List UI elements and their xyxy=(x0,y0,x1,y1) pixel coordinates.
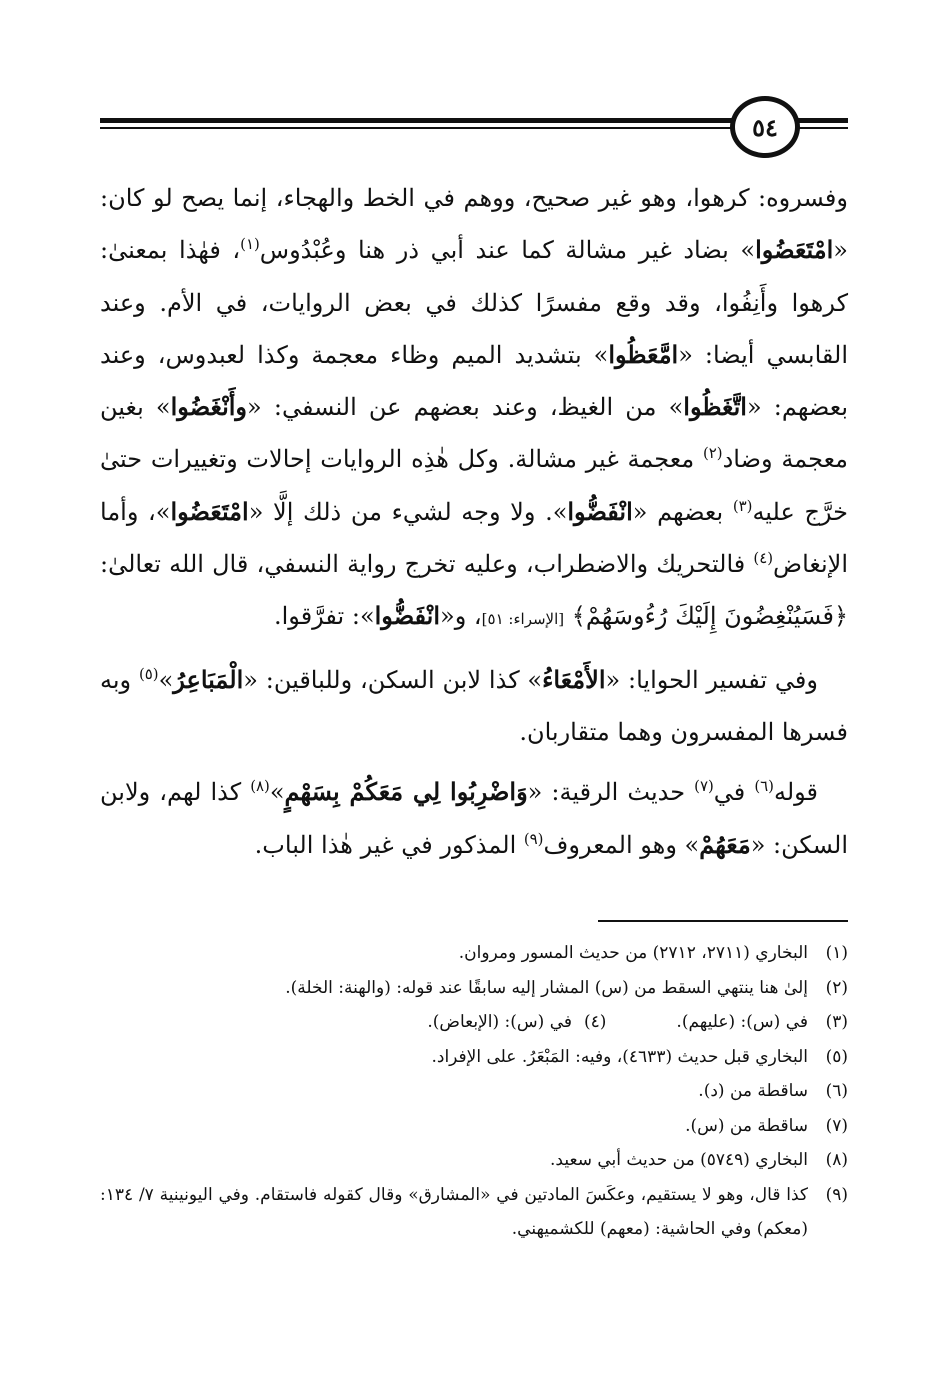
verse-reference: [الإسراء: ٥١] xyxy=(481,610,565,629)
footnote-item: (٦) ساقطة من (د). xyxy=(698,1081,848,1101)
paragraph-3: قوله$^{(٦)}$ في$^{(٧)}$ حديث الرقية: «وَاضْرِبُوا لِي مَعَكُمْ بِسَهْمٍ»$^{(٨)}$ كذا لهم، ولابن السكن: «مَعَهُمْ» وهو المعروف$^{(٩)}$ المذكور في غير هٰذا الباب. xyxy=(100,777,848,859)
footnote-ref[interactable]: (٨) xyxy=(250,777,270,796)
footnote-ref[interactable]: (١) xyxy=(240,235,260,254)
paragraph-2: وفي تفسير الحوايا: «الأَمْعَاءُ» كذا لابن السكن، وللباقين: «الْمَبَاعِرُ»$^{(٥)}$ وبه فسرها المفسرون وهما متقاربان. xyxy=(100,664,848,746)
page-header xyxy=(100,92,848,162)
quran-verse: فَسَيُنْغِضُونَ إِلَيْكَ رُءُوسَهُمْ xyxy=(585,602,834,631)
main-text xyxy=(100,172,848,871)
footnote-item: (١) البخاري (٢٧١١، ٢٧١٢) من حديث المسور ومروان. xyxy=(458,943,848,963)
footnote-item: (٧) ساقطة من (س). xyxy=(685,1115,848,1136)
footnote-ref[interactable]: (٢) xyxy=(702,444,723,463)
paragraph-1: وفسروه: كرهوا، وهو غير صحيح، ووهم في الخط والهجاء، إنما يصح لو كان: «امْتَعَضُوا» بضاد غير مشالة كما عند أبي ذر هنا وعُبْدُوس$^{(١)}$، فهٰذا بمعنىٰ: كرهوا وأَنِفُوا، وقد وقع مفسرًا كذلك في بعض الروايات، في الأم. وعند القابسي أيضا: «امَّعَظُوا» بتشديد الميم وظاء معجمة وكذا لعبدوس، وعند بعضهم: «اتَّغَظُوا» من الغيظ، وعند بعضهم عن النسفي: «وأَنْغَضُوا» بغين معجمة وضاد$^{(٢)}$ معجمة غير مشالة. وكل هٰذِه الروايات إحالات وتغييرات حتىٰ خرَّج عليه$^{(٣)}$ بعضهم «انْفَضُّوا». ولا وجه لشيء من ذلك إلَّا «امْتَعَضُوا»، وأما الإنغاض$^{(٤)}$ فالتحريك والاضطراب، وعليه تخرج رواية النسفي، قال الله تعالىٰ: ﴿فَسَيُنْغِضُونَ إِلَيْكَ رُءُوسَهُمْ﴾ [الإسراء: ٥١]، و«انْفَضُّوا»: تفرَّقوا. xyxy=(100,184,849,631)
page-number: ٥٤ xyxy=(730,96,800,158)
footnotes xyxy=(100,936,848,1247)
footnote-ref[interactable]: (٧) xyxy=(694,777,714,796)
footnote-ref[interactable]: (٣) xyxy=(732,496,753,515)
footnote-item: (٢) إلىٰ هنا ينتهي السقط من (س) المشار إليه سابقًا عند قوله: (والهنة: الخلة). xyxy=(285,977,848,998)
footnote-ref[interactable]: (٤) xyxy=(753,549,774,568)
footnote-item: (٣) في (س): (عليهم). (٤) في (س): (الإبعاض). xyxy=(427,1012,848,1032)
footnote-ref[interactable]: (٥) xyxy=(138,664,159,683)
footnote-ref[interactable]: (٩) xyxy=(523,829,544,848)
footnote-ref[interactable]: (٦) xyxy=(754,777,774,796)
footnote-item: (٩) كذا قال، وهو لا يستقيم، وعكَسَ المادتين في «المشارق» وقال كقوله فاستقام. وفي اليونينية ٧/ ١٣٤: (معكم) وفي الحاشية: (معهم) للكشميهني. xyxy=(100,1184,848,1239)
footnote-separator xyxy=(598,920,848,922)
footnote-item: (٨) البخاري (٥٧٤٩) من حديث أبي سعيد. xyxy=(550,1150,848,1170)
footnote-item: (٥) البخاري قبل حديث (٤٦٣٣)، وفيه: المَبْعَرُ. على الإفراد. xyxy=(431,1046,848,1067)
